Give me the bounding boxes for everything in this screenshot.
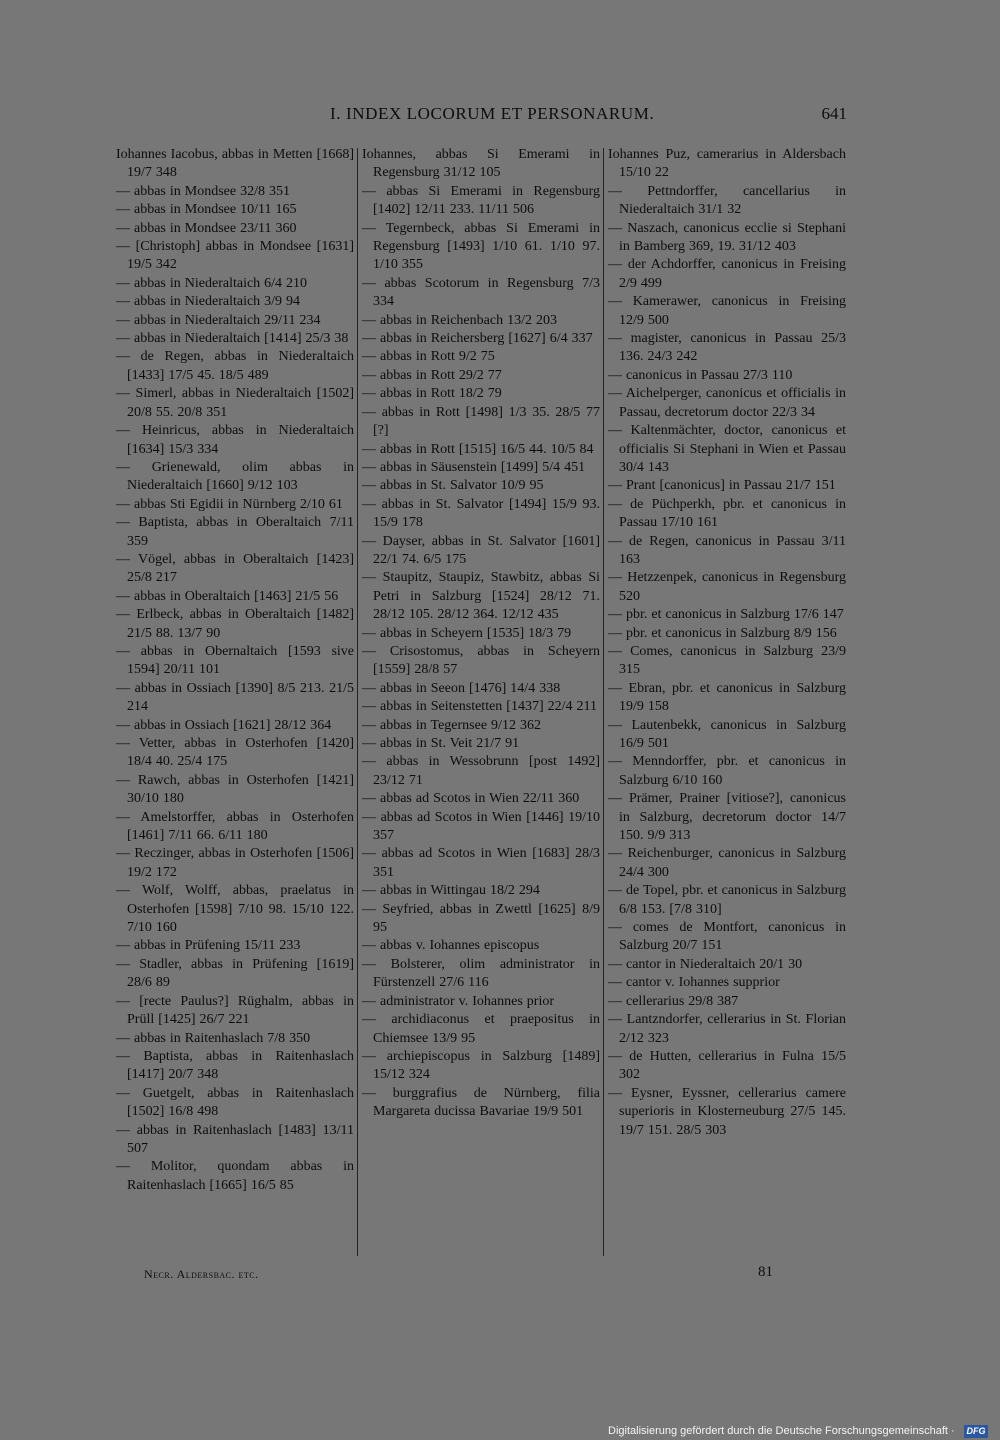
index-entry: — pbr. et canonicus in Salzburg 17/6 147 [608, 607, 844, 623]
index-entry: — abbas in St. Veit 21/7 91 [362, 736, 520, 751]
sheet-number: 81 [758, 1264, 773, 1280]
index-entry: — burggrafius de Nürnberg, filia Margareta ducissa Bavariae 19/9 501 [362, 1085, 600, 1120]
index-column-1 [116, 146, 354, 1195]
index-entry: — Kaltenmächter, doctor, canonicus et officialis Si Stephani in Wien et Passau 30/4 143 [608, 423, 846, 475]
index-entry: — Wolf, Wolff, abbas, praelatus in Osterhofen [1598] 7/10 98. 15/10 122. 7/10 160 [116, 883, 354, 936]
index-entry: — Prämer, Prainer [vitiose?], canonicus in Salzburg, decretorum doctor 14/7 150. 9/9 313 [608, 791, 846, 844]
index-entry: — abbas in Obernaltaich [1593 sive 1594] 20/11 101 [116, 643, 354, 678]
index-entry: — Heinricus, abbas in Niederaltaich [1634] 15/3 334 [116, 423, 354, 457]
index-entry: — abbas Sti Egidii in Nürnberg 2/10 61 [116, 496, 343, 512]
index-column-3 [608, 146, 846, 1140]
index-entry: — Seyfried, abbas in Zwettl [1625] 8/9 95 [362, 901, 600, 936]
index-entry: — abbas in Säusenstein [1499] 5/4 451 [362, 459, 586, 475]
index-entry: — abbas in Raitenhaslach [1483] 13/11 507 [116, 1122, 354, 1156]
index-entry: — Stadler, abbas in Prüfening [1619] 28/6 89 [116, 956, 354, 991]
index-entry: — abbas in Mondsee 32/8 351 [116, 183, 290, 199]
index-entry: — Aichelperger, canonicus et officialis in Passau, decretorum doctor 22/3 34 [608, 386, 846, 420]
index-entry: — administrator v. Iohannes prior [362, 993, 554, 1009]
index-entry: — de Püchperkh, pbr. et canonicus in Passau 17/10 161 [608, 496, 846, 531]
index-entry: — Rawch, abbas in Osterhofen [1421] 30/10 180 [116, 772, 354, 807]
index-entry: — Kamerawer, canonicus in Freising 12/9 500 [608, 294, 846, 328]
column-rule [603, 148, 604, 1256]
running-title: I. INDEX LOCORUM ET PERSONARUM. [330, 104, 655, 123]
index-entry: — comes de Montfort, canonicus in Salzburg 20/7 151 [608, 920, 846, 954]
index-entry: — Eysner, Eyssner, cellerarius camere superioris in Klosterneuburg 27/5 145. 19/7 151. 28/5 303 [608, 1085, 846, 1138]
index-entry: — magister, canonicus in Passau 25/3 136. 24/3 242 [608, 331, 846, 365]
index-entry: — abbas in Reichersberg [1627] 6/4 337 [362, 331, 593, 347]
index-entry: — abbas in Tegernsee 9/12 362 [362, 717, 541, 733]
index-entry: — abbas v. Iohannes episcopus [362, 938, 540, 954]
index-entry: — de Regen, abbas in Niederaltaich [1433] 17/5 45. 18/5 489 [116, 349, 354, 383]
index-entry: — abbas in Scheyern [1535] 18/3 79 [362, 625, 572, 641]
index-entry: — abbas in Wessobrunn [post 1492] 23/12 71 [362, 754, 600, 788]
index-entry: — Baptista, abbas in Oberaltaich 7/11 359 [116, 515, 354, 549]
index-entry: — abbas in Niederaltaich 3/9 94 [116, 294, 301, 310]
page-header [0, 104, 1000, 128]
index-entry: — abbas in Rott 18/2 79 [362, 386, 502, 402]
index-entry: — cantor in Niederaltaich 20/1 30 [608, 956, 803, 972]
index-entry: — Pettndorffer, cancellarius in Niederaltaich 31/1 32 [608, 183, 846, 218]
index-entry: — abbas in Ossiach [1390] 8/5 213. 21/5 214 [116, 680, 354, 715]
index-entry: Iohannes Iacobus, abbas in Metten [1668] 19/7 348 [116, 147, 354, 181]
index-entry: — abbas in Mondsee 10/11 165 [116, 202, 297, 218]
index-entry: — Guetgelt, abbas in Raitenhaslach [1502] 16/8 498 [116, 1085, 354, 1120]
index-entry: — Hetzzenpek, canonicus in Regensburg 520 [608, 570, 846, 604]
index-entry: — Tegernbeck, abbas Si Emerami in Regensburg [1493] 1/10 61. 1/10 97. 1/10 355 [362, 220, 600, 273]
index-entry: — abbas ad Scotos in Wien 22/11 360 [362, 791, 580, 807]
index-entry: — Reichenburger, canonicus in Salzburg 24/4 300 [608, 846, 846, 880]
index-entry: — abbas in Raitenhaslach 7/8 350 [116, 1030, 311, 1046]
index-entry: — abbas in St. Salvator [1494] 15/9 93. 15/9 178 [362, 496, 600, 531]
index-entry: — Lautenbekk, canonicus in Salzburg 16/9 501 [608, 717, 846, 751]
index-entry: — abbas in Niederaltaich 6/4 210 [116, 275, 308, 291]
index-entry: — Lantzndorfer, cellerarius in St. Florian 2/12 323 [608, 1012, 846, 1046]
signature-mark: Necr. Aldersbac. etc. [144, 1267, 259, 1281]
index-entry: — Vetter, abbas in Osterhofen [1420] 18/4 40. 25/4 175 [116, 736, 354, 770]
index-entry: — Erlbeck, abbas in Oberaltaich [1482] 21/5 88. 13/7 90 [116, 607, 354, 641]
index-entry: — der Achdorffer, canonicus in Freising 2/9 499 [608, 257, 846, 291]
index-entry: — abbas ad Scotos in Wien [1683] 28/3 351 [362, 846, 600, 880]
index-entry: — Menndorffer, pbr. et canonicus in Salzburg 6/10 160 [608, 754, 846, 788]
index-entry: — abbas in Reichenbach 13/2 203 [362, 312, 557, 328]
index-entry: — Simerl, abbas in Niederaltaich [1502] 20/8 55. 20/8 351 [116, 386, 354, 420]
index-entry: — abbas in Wittingau 18/2 294 [362, 883, 540, 899]
index-entry: — Grienewald, olim abbas in Niederaltaich [1660] 9/12 103 [116, 459, 354, 494]
index-entry: — Amelstorffer, abbas in Osterhofen [1461] 7/11 66. 6/11 180 [116, 809, 354, 844]
index-entry: — abbas in Rott 9/2 75 [362, 349, 495, 365]
index-entry: — cellerarius 29/8 387 [608, 993, 739, 1009]
index-entry: — de Regen, canonicus in Passau 3/11 163 [608, 533, 846, 567]
index-entry: Iohannes, abbas Si Emerami in Regensburg 31/12 105 [362, 147, 600, 181]
index-columns [116, 146, 850, 1258]
page-number: 641 [821, 104, 847, 123]
index-entry: — abbas in Rott [1498] 1/3 35. 28/5 77 [?] [362, 404, 600, 439]
index-entry: — Dayser, abbas in St. Salvator [1601] 22/1 74. 6/5 175 [362, 533, 600, 567]
index-entry: — canonicus in Passau 27/3 110 [608, 367, 793, 383]
index-entry: — Naszach, canonicus ecclie si Stephani in Bamberg 369, 19. 31/12 403 [608, 220, 846, 255]
dfg-logo: DFG [964, 1425, 988, 1438]
index-entry: — cantor v. Iohannes supprior [608, 975, 780, 991]
index-entry: — abbas Si Emerami in Regensburg [1402] 12/11 233. 11/11 506 [362, 183, 600, 218]
index-entry: — pbr. et canonicus in Salzburg 8/9 156 [608, 625, 837, 641]
index-entry: Iohannes Puz, camerarius in Aldersbach 15/10 22 [608, 147, 846, 181]
index-entry: — Reczinger, abbas in Osterhofen [1506] 19/2 172 [116, 846, 354, 880]
index-entry: — abbas in Seeon [1476] 14/4 338 [362, 680, 561, 696]
index-entry: — [recte Paulus?] Rüghalm, abbas in Prüll [1425] 26/7 221 [116, 993, 354, 1028]
index-entry: — [Christoph] abbas in Mondsee [1631] 19/5 342 [116, 239, 354, 273]
index-entry: — abbas in Seitenstetten [1437] 22/4 211 [362, 699, 597, 715]
index-entry: — Vögel, abbas in Oberaltaich [1423] 25/8 217 [116, 551, 354, 586]
index-column-2 [362, 146, 600, 1122]
index-entry: — abbas in Prüfening 15/11 233 [116, 938, 301, 954]
index-entry: — Crisostomus, abbas in Scheyern [1559] 28/8 57 [362, 643, 600, 678]
index-entry: — abbas in Oberaltaich [1463] 21/5 56 [116, 588, 339, 604]
digitization-credit: Digitalisierung gefördert durch die Deutsche Forschungsgemeinschaft · [608, 1425, 955, 1437]
index-entry: — abbas in Rott 29/2 77 [362, 367, 502, 383]
index-entry: — Prant [canonicus] in Passau 21/7 151 [608, 478, 836, 494]
index-entry: — Staupitz, Staupiz, Stawbitz, abbas Si Petri in Salzburg [1524] 28/12 71. 28/12 105. 28/12 364. 12/12 435 [362, 570, 600, 623]
index-entry: — Baptista, abbas in Raitenhaslach [1417] 20/7 348 [116, 1048, 354, 1083]
index-entry: — de Hutten, cellerarius in Fulna 15/5 302 [608, 1048, 846, 1083]
index-entry: — abbas ad Scotos in Wien [1446] 19/10 357 [362, 809, 600, 844]
index-entry: — archiepiscopus in Salzburg [1489] 15/12 324 [362, 1048, 600, 1083]
index-entry: — abbas in Niederaltaich 29/11 234 [116, 312, 321, 328]
index-entry: — abbas in St. Salvator 10/9 95 [362, 478, 544, 494]
index-entry: — Bolsterer, olim administrator in Fürstenzell 27/6 116 [362, 956, 600, 991]
index-entry: — abbas in Mondsee 23/11 360 [116, 220, 297, 236]
index-entry: — de Topel, pbr. et canonicus in Salzburg 6/8 153. [7/8 310] [608, 883, 847, 917]
index-entry: — Comes, canonicus in Salzburg 23/9 315 [608, 643, 846, 678]
index-entry: — abbas in Niederaltaich [1414] 25/3 38 [116, 331, 349, 347]
index-entry: — abbas Scotorum in Regensburg 7/3 334 [362, 275, 600, 310]
index-entry: — Ebran, pbr. et canonicus in Salzburg 19/9 158 [608, 680, 846, 715]
index-entry: — Molitor, quondam abbas in Raitenhaslach [1665] 16/5 85 [116, 1159, 354, 1193]
column-rule [357, 148, 358, 1256]
index-entry: — archidiaconus et praepositus in Chiemsee 13/9 95 [362, 1012, 600, 1046]
index-entry: — abbas in Ossiach [1621] 28/12 364 [116, 717, 332, 733]
index-entry: — abbas in Rott [1515] 16/5 44. 10/5 84 [362, 441, 594, 457]
